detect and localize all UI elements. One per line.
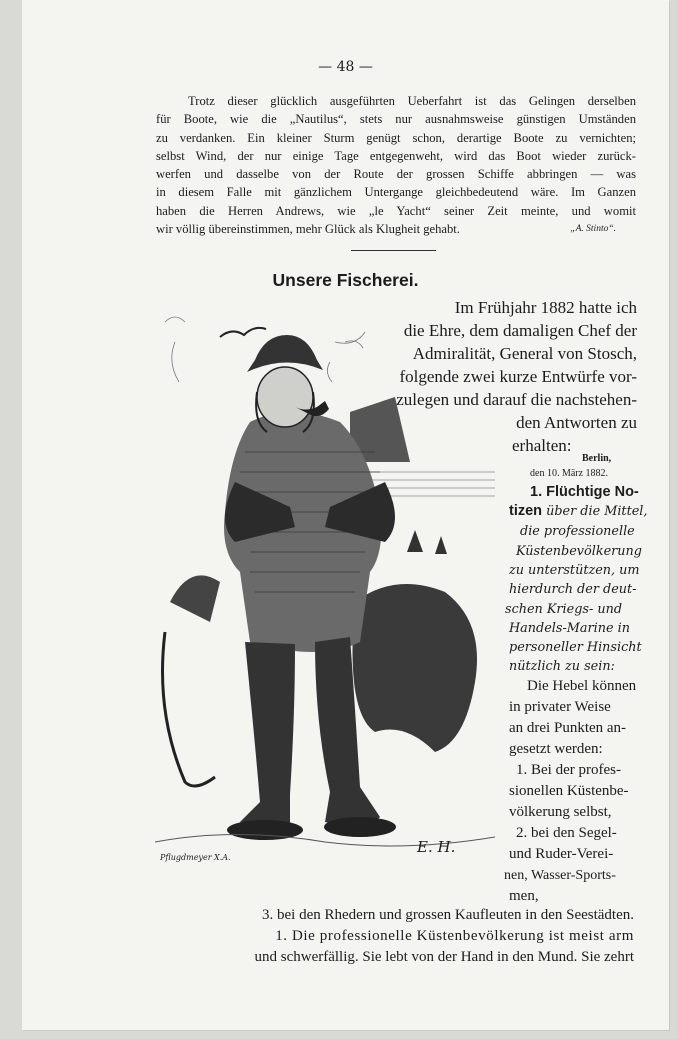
full-line: 1. Die professionelle Küstenbevölkerung ist meist arm bbox=[275, 928, 634, 944]
notes-line: die professionelle bbox=[520, 524, 635, 539]
intro-line: Trotz dieser glücklich ausgeführten Ueberfahrt ist das Gelingen derselben bbox=[188, 94, 636, 108]
body-line: nen, Wasser-Sports- bbox=[504, 868, 616, 883]
right-line: den Antworten zu bbox=[516, 413, 637, 432]
notes-line: schen Kriegs- und bbox=[505, 602, 623, 617]
intro-line: werfen und dasselbe von der Route der grossen Schiffe abbringen — was bbox=[156, 167, 636, 182]
body-line: 1. Bei der profes- bbox=[516, 762, 621, 778]
intro-line: zu verdanken. Ein kleiner Sturm genügt schon, derartige Boote zu vernichten; bbox=[156, 130, 636, 145]
body-line: gesetzt werden: bbox=[509, 741, 603, 757]
intro-paragraph bbox=[156, 92, 636, 238]
right-line: erhalten: bbox=[512, 436, 572, 455]
notes-line: Handels-Marine in bbox=[509, 621, 630, 636]
section-title: Unsere Fischerei. bbox=[272, 270, 419, 290]
notes-heading-word: tizen bbox=[509, 503, 543, 519]
notes-line: personeller Hinsicht bbox=[509, 640, 642, 655]
right-line: zulegen und darauf die nachstehen- bbox=[396, 390, 637, 409]
notes-line: hierdurch der deut- bbox=[509, 582, 637, 597]
notes-line: Küstenbevölkerung bbox=[516, 544, 642, 559]
book-page bbox=[22, 0, 669, 1030]
notes-heading: 1. Flüchtige No- bbox=[530, 484, 639, 500]
intro-line: selbst Wind, der nur einige Tage entgegenweht, wird das Boot wieder zurück- bbox=[156, 148, 636, 163]
intro-line: für Boote, wie die „Nautilus“, stets nur ausnahmsweise günstigen Umständen bbox=[156, 112, 636, 127]
intro-line: in diesem Falle mit gänzlichem Untergange gleichbedeutend wäre. Im Ganzen bbox=[156, 185, 636, 200]
letter-date: den 10. März 1882. bbox=[530, 468, 609, 479]
notes-line: über die Mittel, bbox=[546, 504, 648, 519]
right-line: Admiralität, General von Stosch, bbox=[412, 344, 637, 363]
notes-line: nützlich zu sein: bbox=[509, 659, 615, 674]
body-line: men, bbox=[509, 888, 539, 904]
intro-line-last bbox=[156, 220, 636, 238]
body-line: völkerung selbst, bbox=[509, 804, 612, 820]
notes-line: zu unterstützen, um bbox=[509, 563, 640, 578]
right-line: die Ehre, dem damaligen Chef der bbox=[403, 321, 637, 340]
artist-signature: E. H. bbox=[417, 838, 456, 856]
right-line: Im Frühjahr 1882 hatte ich bbox=[454, 298, 637, 317]
right-line: folgende zwei kurze Entwürfe vor- bbox=[399, 367, 637, 386]
intro-line: haben die Herren Andrews, wie „le Yacht“ seiner Zeit meinte, und womit bbox=[156, 203, 636, 218]
intro-line-text: wir völlig übereinstimmen, mehr Glück als Klugheit gehabt. bbox=[156, 222, 460, 237]
letter-place: Berlin, bbox=[582, 453, 612, 464]
body-line: sionellen Küstenbe- bbox=[509, 783, 629, 799]
notes-heading-line2 bbox=[509, 502, 647, 522]
engraver-signature: Pflugdmeyer X.A. bbox=[160, 853, 231, 862]
full-line: 3. bei den Rhedern und grossen Kaufleuten in den Seestädten. bbox=[262, 907, 634, 923]
body-line: an drei Punkten an- bbox=[509, 720, 627, 736]
body-line: in privater Weise bbox=[509, 699, 611, 715]
page-number: — 48 — bbox=[318, 59, 373, 75]
full-line: und schwerfällig. Sie lebt von der Hand in den Mund. Sie zehrt bbox=[254, 949, 634, 965]
author-signature: „A. Stinto“. bbox=[570, 224, 616, 235]
body-line: Die Hebel können bbox=[527, 678, 637, 694]
body-line: 2. bei den Segel- bbox=[516, 825, 617, 841]
body-line: und Ruder-Verei- bbox=[509, 846, 614, 862]
section-divider bbox=[351, 250, 436, 251]
